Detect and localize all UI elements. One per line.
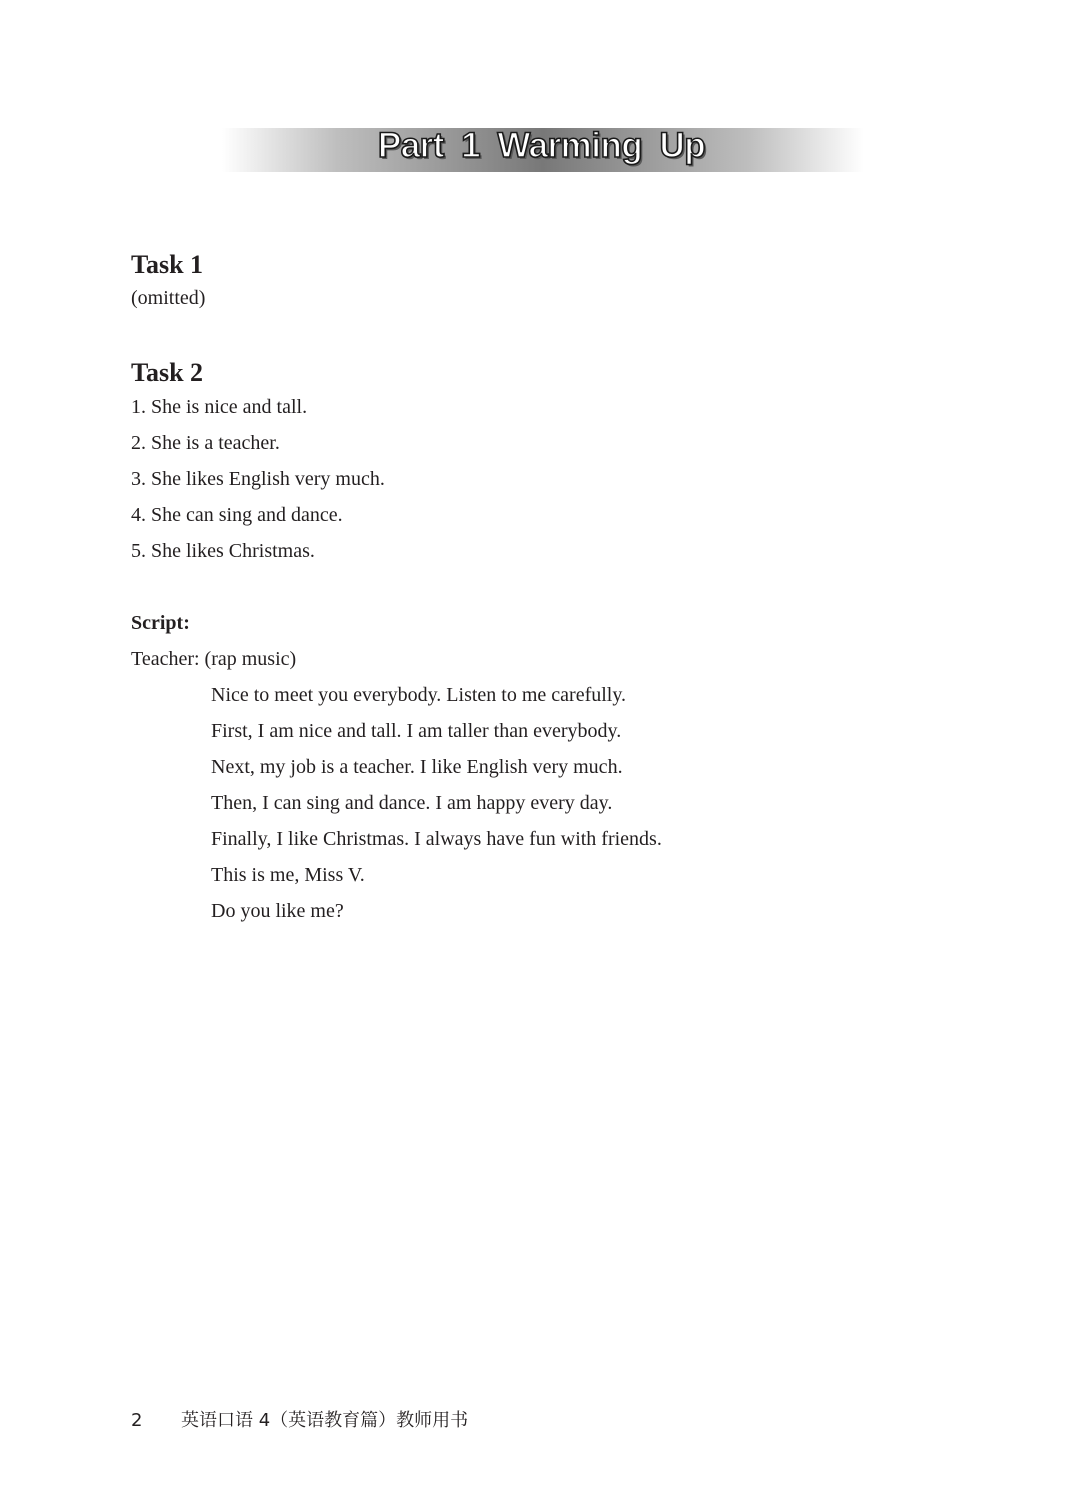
script-line-4: Then, I can sing and dance. I am happy every day. xyxy=(211,792,613,814)
page-number: 2 xyxy=(131,1410,143,1431)
script-line-1: Nice to meet you everybody. Listen to me carefully. xyxy=(211,684,627,706)
task2-item-2: 2. She is a teacher. xyxy=(131,432,280,454)
task2-item-5: 5. She likes Christmas. xyxy=(131,540,315,562)
section-title: Part 1 Warming Up xyxy=(377,126,706,165)
script-line-5: Finally, I like Christmas. I always have fun with friends. xyxy=(211,828,662,850)
script-line-7: Do you like me? xyxy=(211,900,344,922)
task2-heading: Task 2 xyxy=(131,358,204,387)
page-footer xyxy=(131,1406,468,1432)
book-title: 英语口语 4（英语教育篇）教师用书 xyxy=(181,1410,469,1431)
task1-heading: Task 1 xyxy=(131,250,204,279)
script-line-6: This is me, Miss V. xyxy=(211,864,365,886)
task2-item-4: 4. She can sing and dance. xyxy=(131,504,343,526)
script-label: Script: xyxy=(131,612,190,634)
task1-note: (omitted) xyxy=(131,287,206,309)
task2-item-1: 1. She is nice and tall. xyxy=(131,396,308,418)
script-speaker-line: Teacher: (rap music) xyxy=(131,648,297,670)
script-line-2: First, I am nice and tall. I am taller than everybody. xyxy=(211,720,622,742)
task2-item-3: 3. She likes English very much. xyxy=(131,468,385,490)
script-line-3: Next, my job is a teacher. I like English very much. xyxy=(211,756,623,778)
